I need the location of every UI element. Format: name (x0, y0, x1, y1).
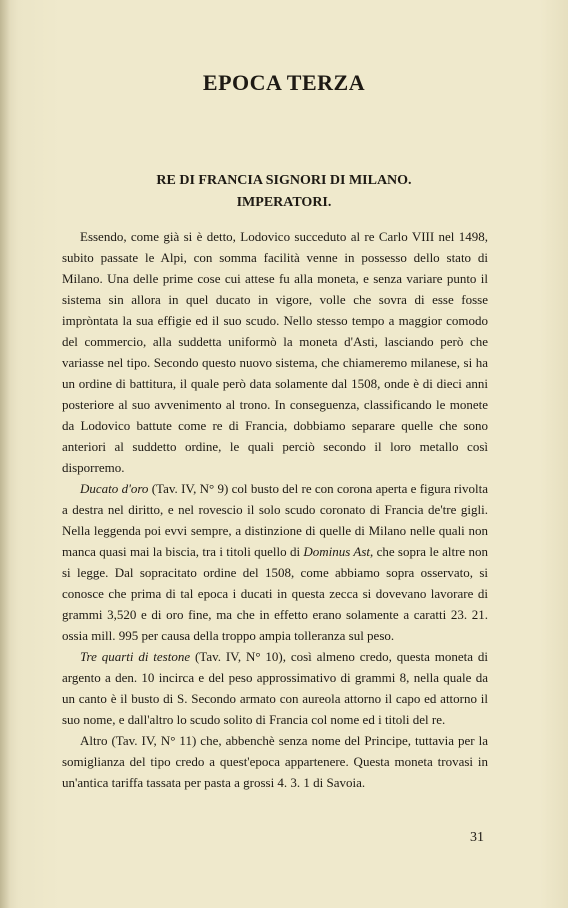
section-title-line2: IMPERATORI. (236, 195, 332, 210)
paragraph-2-italic-term-2: Dominus Ast (303, 544, 371, 559)
paragraph-4: Altro (Tav. IV, N° 11) che, abbenchè senza nome del Principe, tuttavia per la somiglianza del tipo credo a quest'epoca appartenere. Questa moneta trovasi in un'antica tariffa tassata per pasta a grossi 4. 3. 1 di Savoia. (62, 733, 488, 790)
chapter-title: EPOCA TERZA (202, 70, 366, 95)
paragraph-2 (62, 478, 488, 646)
paragraph-1: Essendo, come già si è detto, Lodovico succeduto al re Carlo VIII nel 1498, subito passate le Alpi, con somma facilità venne in possesso dello stato di Milano. Una delle prime cose cui attese fu alla moneta, e senza variare punto il sistema sin allora in quel ducato in vigore, volle che sovra di esse fosse impròntata la sua effigie ed il suo scudo. Nello stesso tempo a maggior comodo del commercio, alla suddetta uniformò la moneta d'Asti, lasciando però che variasse nel tipo. Secondo questo nuovo sistema, che chiameremo milanese, si ha un ordine di battitura, il quale però data solamente dal 1508, onde è di dieci anni posteriore al suo avvenimento al trono. In conseguenza, classificando le monete da Lodovico battute come re di Francia, dobbiamo separare quelle che sono anteriori al suddetto ordine, le quali perciò secondo il loro metallo così disporremo. (62, 229, 488, 475)
page-number: 31 (470, 830, 484, 845)
paragraph-2-text: (Tav. IV, N° 9) col busto del re con corona aperta e figura rivolta a destra nel diritto, e nel rovescio il solo scudo coronato di Francia de'tre gigli. Nella leggenda poi evvi sempre, a distinzione di quelle di Milano nelle quali non manca quasi mai la biscia, tra i titoli quello di (62, 481, 488, 559)
section-title (0, 170, 568, 214)
page-spine-shadow (0, 0, 10, 908)
paragraph-3 (62, 646, 488, 730)
paragraph-2-text-end: , che sopra le altre non si legge. Dal sopracitato ordine del 1508, come abbiamo sopra osservato, si conosce che prima di tal epoca i ducati in questa zecca si dovevano lavorare di grammi 3,520 e di oro fine, ma che in effetto erano solamente a caratti 23. 21. ossia mill. 995 per causa della troppo ampia tolleranza sul peso. (62, 544, 488, 643)
body-text (62, 226, 488, 793)
paragraph-3-text: (Tav. IV, N° 10), così almeno credo, questa moneta di argento a den. 10 incirca e del peso approssimativo di grammi 8, nella quale da un canto è il busto di S. Secondo armato con aureola attorno il capo ed attorno il suo nome, e dall'altro lo scudo solito di Francia col nome ed i titoli del re. (62, 649, 489, 727)
paragraph-2-italic-term: Ducato d'oro (80, 481, 149, 496)
section-title-line1: RE DI FRANCIA SIGNORI DI MILANO. (156, 173, 412, 188)
paragraph-3-italic-term: Tre quarti di testone (80, 649, 191, 664)
